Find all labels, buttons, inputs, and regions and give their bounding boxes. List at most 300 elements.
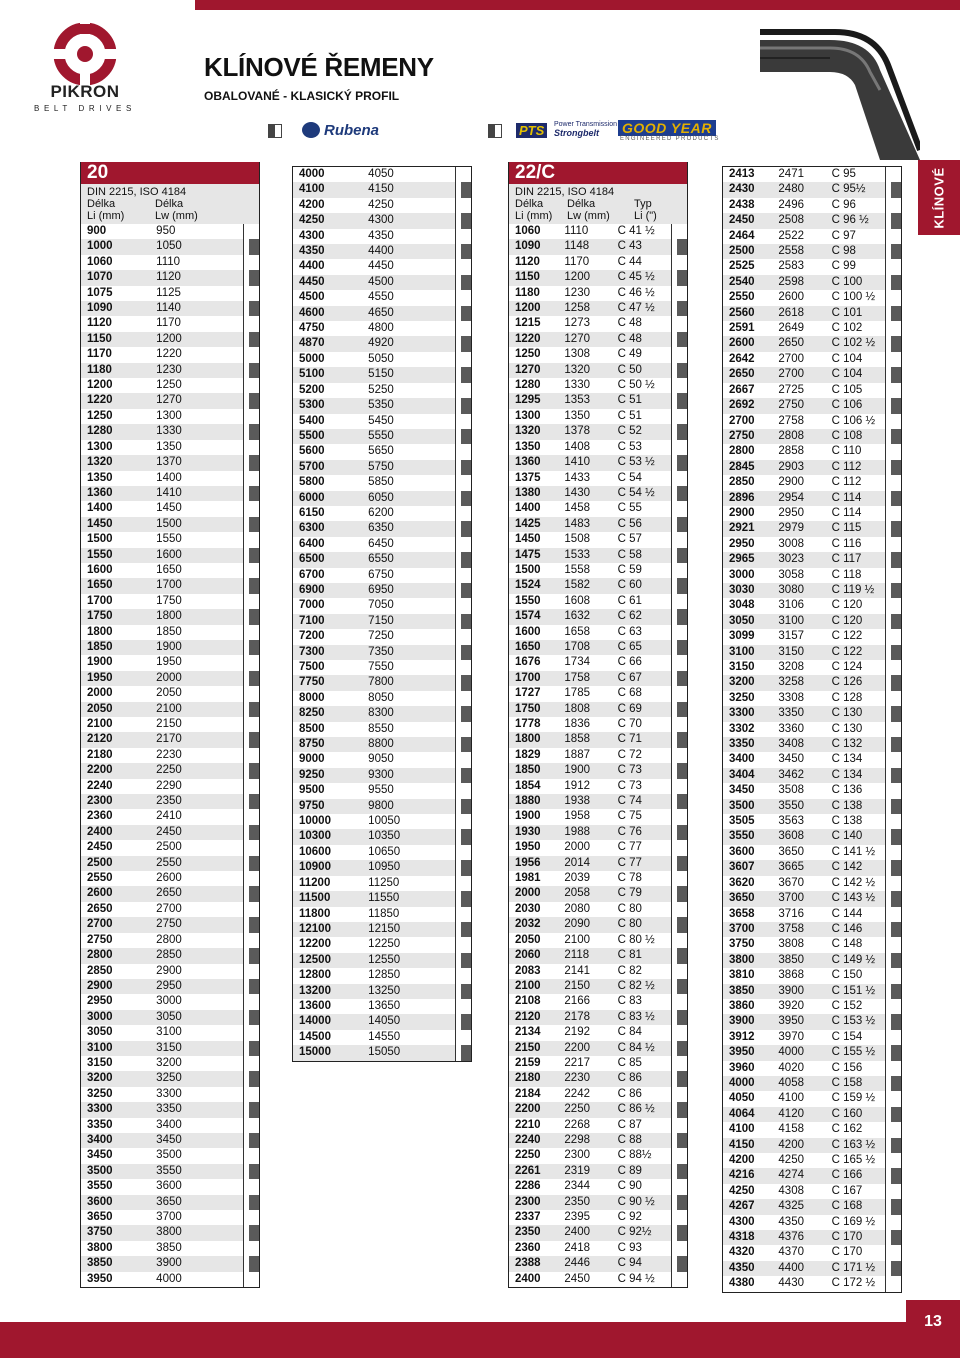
- checkbox-icon: [455, 922, 471, 937]
- checkbox-icon: [268, 124, 282, 138]
- table-row: [723, 521, 901, 536]
- table-cell: 2240: [515, 1133, 541, 1146]
- checkbox-icon: [671, 1241, 687, 1256]
- goodyear-subtitle: ENGINEERED PRODUCTS: [620, 136, 720, 142]
- table-cell: 2540: [729, 275, 755, 288]
- table-cell: 1608: [564, 594, 590, 607]
- table-cell: 1450: [87, 517, 113, 530]
- table-cell: 1650: [87, 579, 113, 592]
- checkbox-icon: [243, 1118, 259, 1133]
- table-row: [293, 645, 471, 660]
- table-cell: 1320: [515, 425, 541, 438]
- table-cell: 2242: [564, 1087, 590, 1100]
- table-row: [723, 1215, 901, 1230]
- table-row: [723, 953, 901, 968]
- checkbox-icon: [455, 737, 471, 752]
- table-cell: C 114: [831, 491, 862, 504]
- checkbox-icon: [455, 336, 471, 351]
- table-cell: C 66: [617, 656, 642, 669]
- checkbox-icon: [455, 352, 471, 367]
- table-row: [81, 1195, 259, 1210]
- table-row: [723, 306, 901, 321]
- checkbox-icon: [455, 568, 471, 583]
- table-cell: 1483: [564, 517, 590, 530]
- table-cell: C 150: [831, 969, 863, 982]
- table-cell: 2050: [515, 933, 541, 946]
- table-row: [509, 455, 687, 470]
- table-row: [293, 506, 471, 521]
- table-cell: 3670: [778, 876, 804, 889]
- table-row: [509, 1010, 687, 1025]
- checkbox-icon: [885, 1122, 901, 1137]
- table-cell: C 80: [617, 902, 642, 915]
- table-cell: 3350: [156, 1103, 182, 1116]
- table-cell: 1858: [564, 733, 590, 746]
- page-title: KLÍNOVÉ ŘEMENY: [204, 52, 434, 82]
- table-cell: 10950: [368, 861, 401, 874]
- table-cell: 3970: [778, 1030, 804, 1043]
- table-cell: 2618: [778, 306, 804, 319]
- table-cell: 3850: [156, 1241, 182, 1254]
- checkbox-icon: [455, 783, 471, 798]
- checkbox-icon: [671, 763, 687, 778]
- checkbox-icon: [671, 578, 687, 593]
- table-cell: 2100: [156, 702, 182, 715]
- table-cell: 2000: [564, 841, 590, 854]
- table-row: [81, 1164, 259, 1179]
- table-cell: 2800: [729, 445, 755, 458]
- table-row: [723, 1153, 901, 1168]
- checkbox-icon: [885, 213, 901, 228]
- table-cell: 6500: [299, 553, 325, 566]
- table-row: [509, 994, 687, 1009]
- table-cell: 2464: [729, 229, 755, 242]
- table-norm: DIN 2215, ISO 4184: [515, 186, 615, 198]
- table-row: [81, 964, 259, 979]
- table-row: [293, 722, 471, 737]
- table-cell: 2290: [156, 779, 182, 792]
- table-cell: 9550: [368, 784, 394, 797]
- table-row: [723, 1091, 901, 1106]
- table-cell: 3500: [729, 799, 755, 812]
- table-cell: 4350: [368, 229, 394, 242]
- checkbox-icon: [455, 475, 471, 490]
- table-row: [723, 429, 901, 444]
- table-cell: C 106 ½: [831, 414, 876, 427]
- table-cell: 5700: [299, 460, 325, 473]
- checkbox-icon: [243, 655, 259, 670]
- table-cell: 5400: [299, 414, 325, 427]
- checkbox-icon: [885, 491, 901, 506]
- table-cell: 4400: [778, 1261, 804, 1274]
- table-cell: 4650: [368, 306, 394, 319]
- table-row: [293, 336, 471, 351]
- table-cell: 1500: [156, 517, 182, 530]
- table-cell: 4500: [368, 275, 394, 288]
- checkbox-icon: [671, 1148, 687, 1163]
- table-cell: 1150: [87, 332, 112, 345]
- table-row: [723, 1230, 901, 1245]
- table-cell: 1632: [564, 610, 590, 623]
- table-row: [723, 907, 901, 922]
- checkbox-icon: [671, 409, 687, 424]
- table-cell: 10350: [368, 830, 401, 843]
- table-cell: C 83: [617, 995, 642, 1008]
- table-cell: 5500: [299, 429, 325, 442]
- table-cell: 4250: [368, 198, 394, 211]
- table-cell: 7200: [299, 630, 325, 643]
- table-cell: 2337: [515, 1211, 541, 1223]
- table-row: [509, 979, 687, 994]
- table-cell: 3058: [778, 568, 804, 581]
- table-cell: 2400: [564, 1226, 590, 1239]
- table-row: [509, 1118, 687, 1133]
- checkbox-icon: [671, 779, 687, 794]
- table-cell: 4300: [729, 1215, 755, 1228]
- table-row: [293, 922, 471, 937]
- table-cell: C 53: [617, 440, 642, 453]
- table-cell: C 102 ½: [831, 337, 876, 350]
- table-cell: C 162: [831, 1123, 863, 1136]
- table-row: [509, 748, 687, 763]
- table-cell: 1750: [515, 702, 541, 715]
- table-cell: C 138: [831, 815, 863, 828]
- table-cell: 1295: [515, 394, 541, 407]
- table-cell: C 90: [617, 1180, 642, 1193]
- table-cell: 1370: [156, 456, 182, 469]
- checkbox-icon: [885, 414, 901, 429]
- table-cell: 2217: [564, 1056, 590, 1069]
- table-row: [293, 829, 471, 844]
- table-cell: 2180: [515, 1072, 541, 1085]
- table-cell: 12250: [368, 938, 401, 951]
- table-cell: 1785: [564, 687, 590, 700]
- table-cell: 3850: [778, 953, 804, 966]
- table-row: [723, 737, 901, 752]
- table-cell: 4370: [778, 1246, 804, 1259]
- checkbox-icon: [885, 768, 901, 783]
- checkbox-icon: [671, 440, 687, 455]
- table-cell: 2150: [156, 718, 182, 730]
- table-cell: C 56: [617, 517, 642, 530]
- pikron-logo-icon: [30, 18, 140, 118]
- table-cell: 2558: [778, 245, 804, 258]
- table-cell: C 67: [617, 671, 642, 684]
- table-cell: 1050: [156, 240, 182, 253]
- table-cell: 2649: [778, 322, 804, 335]
- table-row: [81, 301, 259, 316]
- table-row: [81, 393, 259, 408]
- table-cell: C 136: [831, 784, 863, 797]
- table-cell: C 130: [831, 707, 863, 720]
- checkbox-icon: [671, 301, 687, 316]
- table-row: [723, 614, 901, 629]
- checkbox-icon: [455, 675, 471, 690]
- checkbox-icon: [671, 979, 687, 994]
- table-cell: 1650: [156, 563, 182, 576]
- table-row: [509, 440, 687, 455]
- table-row: [81, 255, 259, 270]
- table-cell: 3150: [778, 645, 804, 658]
- table-cell: 7800: [368, 676, 394, 689]
- table-row: [723, 213, 901, 228]
- table-cell: 4100: [778, 1092, 804, 1105]
- table-cell: 2758: [778, 414, 804, 427]
- table-cell: 2950: [778, 506, 804, 519]
- table-cell: 2921: [729, 522, 755, 535]
- checkbox-icon: [885, 352, 901, 367]
- table-cell: 12150: [368, 922, 401, 935]
- checkbox-icon: [885, 907, 901, 922]
- table-row: [81, 702, 259, 717]
- checkbox-icon: [455, 907, 471, 922]
- table-cell: C 172 ½: [831, 1277, 876, 1290]
- table-row: [293, 999, 471, 1014]
- table-cell: 5050: [368, 352, 394, 365]
- table-cell: 1060: [515, 225, 541, 237]
- checkbox-icon: [243, 979, 259, 994]
- table-cell: C 50 ½: [617, 379, 655, 392]
- table-cell: 3600: [729, 845, 755, 858]
- table-row: [293, 876, 471, 891]
- table-cell: 1887: [564, 748, 590, 761]
- table-cell: 2388: [515, 1257, 541, 1270]
- table-cell: 2650: [87, 902, 113, 915]
- table-cell: 4350: [729, 1261, 755, 1274]
- table-cell: 3600: [87, 1195, 113, 1208]
- rubena-brand: Rubena: [324, 122, 380, 139]
- checkbox-icon: [671, 686, 687, 701]
- table-cell: 5650: [368, 445, 394, 458]
- table-cell: 3868: [778, 969, 804, 982]
- checkbox-icon: [671, 1256, 687, 1271]
- table-cell: 1734: [564, 656, 590, 669]
- table-cell: C 124: [831, 661, 863, 673]
- table-cell: 2979: [778, 522, 804, 535]
- table-cell: 3400: [729, 753, 755, 766]
- checkbox-icon: [671, 1056, 687, 1071]
- table-cell: C 119 ½: [831, 583, 875, 596]
- checkbox-icon: [455, 275, 471, 290]
- checkbox-icon: [671, 625, 687, 640]
- table-row: [293, 383, 471, 398]
- checkbox-icon: [671, 378, 687, 393]
- table-cell: C 61: [617, 594, 642, 607]
- table-cell: 1350: [564, 409, 590, 422]
- table-cell: 2850: [729, 476, 755, 489]
- table-cell: 3750: [87, 1226, 113, 1239]
- table-cell: 2360: [87, 810, 113, 823]
- table-cell: 6000: [299, 491, 325, 504]
- checkbox-icon: [243, 794, 259, 809]
- table-cell: 3800: [87, 1241, 113, 1254]
- checkbox-icon: [671, 871, 687, 886]
- checkbox-icon: [885, 1215, 901, 1230]
- table-cell: 5300: [299, 399, 325, 412]
- checkbox-icon: [455, 691, 471, 706]
- checkbox-icon: [455, 521, 471, 536]
- table-cell: C 60: [617, 579, 642, 592]
- checkbox-icon: [671, 486, 687, 501]
- checkbox-icon: [885, 506, 901, 521]
- table-row: [81, 994, 259, 1009]
- checkbox-icon: [885, 1061, 901, 1076]
- table-row: [723, 1245, 901, 1260]
- table-row: [81, 270, 259, 285]
- table-cell: C 166: [831, 1169, 863, 1182]
- table-cell: 11250: [368, 876, 400, 889]
- table-cell: 2583: [778, 260, 804, 273]
- table-row: [723, 352, 901, 367]
- table-row: [509, 224, 687, 239]
- table-cell: 6550: [368, 553, 394, 566]
- table-cell: 3900: [156, 1257, 182, 1270]
- table-cell: 12200: [299, 938, 331, 951]
- checkbox-icon: [671, 1179, 687, 1194]
- table-cell: C 51: [617, 394, 642, 407]
- table-cell: 3023: [778, 553, 804, 566]
- table-row: [509, 1195, 687, 1210]
- table-cell: 1956: [515, 856, 541, 869]
- table-row: [81, 655, 259, 670]
- table-cell: 2900: [729, 506, 755, 519]
- checkbox-icon: [243, 640, 259, 655]
- checkbox-icon: [885, 259, 901, 274]
- table-cell: 3450: [156, 1133, 182, 1146]
- table-cell: 3300: [87, 1103, 113, 1116]
- table-cell: C 47 ½: [617, 302, 655, 315]
- checkbox-icon: [243, 748, 259, 763]
- checkbox-icon: [671, 1225, 687, 1240]
- table-row: [293, 213, 471, 228]
- table-cell: 3100: [778, 614, 804, 627]
- table-cell: 1300: [87, 440, 113, 453]
- checkbox-icon: [671, 1071, 687, 1086]
- table-cell: 3750: [729, 938, 755, 951]
- checkbox-icon: [671, 825, 687, 840]
- table-cell: 6400: [299, 537, 325, 550]
- table-cell: 2300: [87, 795, 113, 808]
- table-cell: 3665: [778, 861, 804, 874]
- checkbox-icon: [455, 598, 471, 613]
- table-cell: 11550: [368, 892, 400, 905]
- table-cell: 3462: [778, 768, 804, 781]
- table-cell: 4500: [299, 291, 325, 304]
- table-cell: 1727: [515, 687, 541, 700]
- table-cell: 3000: [156, 995, 182, 1008]
- table-cell: 3150: [87, 1056, 113, 1069]
- checkbox-icon: [885, 799, 901, 814]
- table-cell: 4200: [729, 1154, 755, 1166]
- table-row: [509, 1164, 687, 1179]
- table-row: [509, 1148, 687, 1163]
- checkbox-icon: [243, 1148, 259, 1163]
- table-cell: 1215: [515, 317, 541, 330]
- table-cell: 3350: [778, 707, 804, 720]
- table-row: [509, 517, 687, 532]
- table-cell: 4400: [299, 260, 325, 273]
- checkbox-icon: [885, 1184, 901, 1199]
- checkbox-icon: [671, 286, 687, 301]
- table-cell: 2808: [778, 429, 804, 442]
- table-row: [723, 922, 901, 937]
- table-row: [293, 984, 471, 999]
- table-cell: C 168: [831, 1200, 863, 1213]
- table-row: [81, 378, 259, 393]
- table-row: [723, 645, 901, 660]
- table-cell: 3450: [87, 1149, 113, 1162]
- table-cell: 8500: [299, 722, 325, 735]
- table-row: [509, 964, 687, 979]
- checkbox-icon: [488, 124, 502, 138]
- table-cell: 2100: [87, 718, 113, 730]
- table-cell: 2667: [729, 383, 755, 396]
- table-row: [723, 891, 901, 906]
- table-cell: 2192: [564, 1026, 590, 1039]
- table-cell: C 86: [617, 1087, 642, 1100]
- table-cell: 2014: [564, 856, 590, 869]
- checkbox-icon: [243, 886, 259, 901]
- checkbox-icon: [885, 182, 901, 197]
- table-row: [81, 671, 259, 686]
- checkbox-icon: [671, 255, 687, 270]
- table-cell: C 148: [831, 938, 863, 951]
- table-cell: 1148: [564, 240, 590, 253]
- table-row: [81, 1256, 259, 1271]
- table-meta: [509, 184, 687, 224]
- table-row: [293, 229, 471, 244]
- table-cell: 3400: [156, 1118, 182, 1131]
- table-cell: 3100: [729, 645, 755, 658]
- table-cell: 3050: [87, 1026, 113, 1039]
- table-cell: 1280: [515, 379, 541, 392]
- checkbox-icon: [243, 440, 259, 455]
- table-cell: 2000: [87, 687, 113, 700]
- table-row: [509, 563, 687, 578]
- checkbox-icon: [243, 702, 259, 717]
- table-row: [723, 814, 901, 829]
- table-cell: 2522: [778, 229, 804, 242]
- checkbox-icon: [885, 1153, 901, 1168]
- table-cell: 2200: [515, 1103, 541, 1116]
- table-cell: 4000: [299, 168, 325, 180]
- checkbox-icon: [671, 640, 687, 655]
- table-cell: C 143 ½: [831, 892, 876, 905]
- checkbox-icon: [885, 198, 901, 213]
- table-row: [293, 475, 471, 490]
- table-row: [293, 968, 471, 983]
- table-cell: 4325: [778, 1200, 804, 1213]
- table-cell: C 87: [617, 1118, 642, 1131]
- table-cell: C 97: [831, 229, 856, 242]
- table-cell: C 77: [617, 856, 642, 869]
- table-cell: 900: [87, 225, 107, 237]
- table-row: [81, 1041, 259, 1056]
- checkbox-icon: [885, 629, 901, 644]
- checkbox-icon: [885, 583, 901, 598]
- checkbox-icon: [885, 645, 901, 660]
- table-cell: 2471: [778, 168, 804, 180]
- table-cell: C 104: [831, 352, 863, 365]
- table-row: [509, 501, 687, 516]
- table-cell: 3716: [778, 907, 804, 920]
- checkbox-icon: [243, 578, 259, 593]
- checkbox-icon: [243, 964, 259, 979]
- table-cell: 2141: [564, 964, 590, 977]
- table-cell: 2400: [87, 825, 113, 838]
- table-cell: 2600: [156, 872, 182, 885]
- checkbox-icon: [243, 1025, 259, 1040]
